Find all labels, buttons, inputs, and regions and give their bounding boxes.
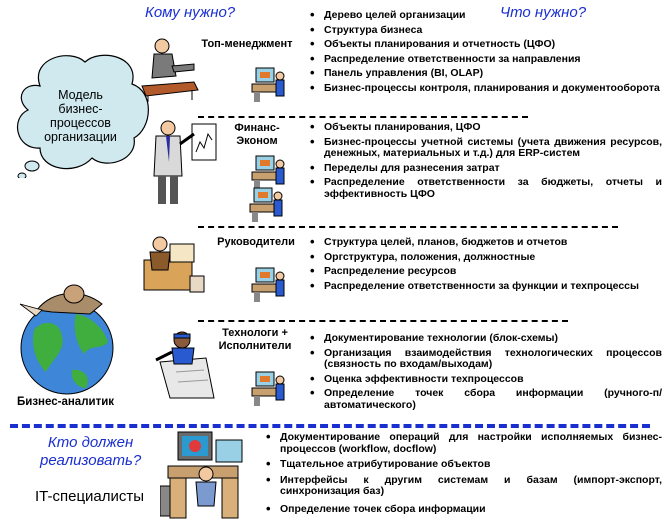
list-item: • Объекты планирования и отчетность (ЦФО)	[306, 39, 662, 51]
it-specialist-workstation-icon	[160, 426, 250, 526]
workstation-icon	[246, 264, 288, 302]
role-technologists-line2: Исполнители	[218, 340, 292, 352]
who-implements-line1: Кто должен	[47, 434, 134, 451]
role-top-management	[196, 38, 298, 51]
list-item: • Структура целей, планов, бюджетов и отчетов	[306, 237, 662, 249]
list-item: • Оргструктура, положения, должностные	[306, 252, 662, 264]
role-technologists-line1: Технологи +	[222, 327, 288, 339]
list-item: • Объекты планирования, ЦФО	[306, 122, 662, 134]
workstation-icon	[246, 64, 288, 102]
it-tasks-list	[262, 432, 662, 518]
cloud-text	[28, 88, 133, 144]
list-item: • Документирование операций для настройки исполняемых бизнес-процессов (workflow, docflow)	[262, 432, 662, 455]
list-item: • Структура бизнеса	[306, 25, 662, 37]
list-item: • Распределение ответственности за направления	[306, 54, 662, 66]
role-finance-economist	[222, 122, 292, 148]
list-item: • Документирование технологии (блок-схемы)	[306, 333, 662, 345]
who-implements-heading	[40, 434, 141, 470]
managers-figure-icon	[140, 230, 206, 296]
role-finance-economist-line1: Финанс-	[234, 122, 280, 134]
list-item: • Переделы для разнесения затрат	[306, 163, 662, 175]
list-item: • Оценка эффективности техпроцессов	[306, 374, 662, 386]
cloud-line-1: Модель	[58, 88, 103, 102]
workstation-icon	[246, 368, 288, 406]
what-needs-heading: Что нужно?	[500, 4, 587, 21]
who-needs-heading: Кому нужно?	[145, 4, 236, 21]
list-item: • Распределение ресурсов	[306, 266, 662, 278]
list-item: • Организация взаимодействия технологических процессов (связность по входам/выходам)	[306, 348, 662, 371]
list-item: • Определение точек сбора информации	[262, 504, 662, 516]
list-item: • Панель управления (BI, OLAP)	[306, 68, 662, 80]
role-managers-label: Руководители	[217, 236, 295, 248]
list-item: • Определение точек сбора информации (ручного-п/автоматического)	[306, 388, 662, 411]
list-item: • Распределение ответственности за функции и техпроцессы	[306, 281, 662, 293]
finance-needs-list	[306, 122, 662, 203]
list-item: • Бизнес-процессы учетной системы (учета движения ресурсов, денежных, материальных и т.д.) для ERP-систем	[306, 137, 662, 160]
top-management-needs-list	[306, 10, 662, 97]
cloud-line-4: организации	[44, 130, 117, 144]
list-item: • Тщательное атрибутирование объектов	[262, 459, 662, 471]
technologists-needs-list	[306, 333, 662, 414]
list-item: • Интерфейсы к другим системам и базам (импорт-экспорт, синхронизация баз)	[262, 475, 662, 498]
finance-economist-figure-icon	[148, 118, 220, 210]
top-manager-figure-icon	[138, 36, 200, 102]
analyst-label: Бизнес-аналитик	[17, 396, 115, 408]
role-technologists	[210, 327, 300, 353]
separator-line	[198, 116, 528, 118]
it-specialists-label: IT-специалисты	[35, 488, 145, 505]
list-item: • Распределение ответственности за бюджеты, отчеты и эффективность ЦФО	[306, 177, 662, 200]
who-implements-line2: реализовать?	[40, 452, 142, 469]
role-finance-economist-line2: Эконом	[236, 135, 278, 147]
role-top-management-label: Топ-менеджмент	[201, 38, 293, 50]
separator-line	[198, 320, 568, 322]
list-item: • Дерево целей организации	[306, 10, 662, 22]
separator-line	[198, 226, 618, 228]
cloud-line-2: бизнес-	[58, 102, 103, 116]
cloud-line-3: процессов	[50, 116, 111, 130]
implementation-separator	[10, 424, 650, 428]
globe-analyst-icon	[12, 280, 122, 398]
role-managers	[212, 236, 300, 249]
workstation-icon	[244, 184, 286, 222]
managers-needs-list	[306, 237, 662, 295]
list-item: • Бизнес-процессы контроля, планирования и документооборота	[306, 83, 662, 95]
